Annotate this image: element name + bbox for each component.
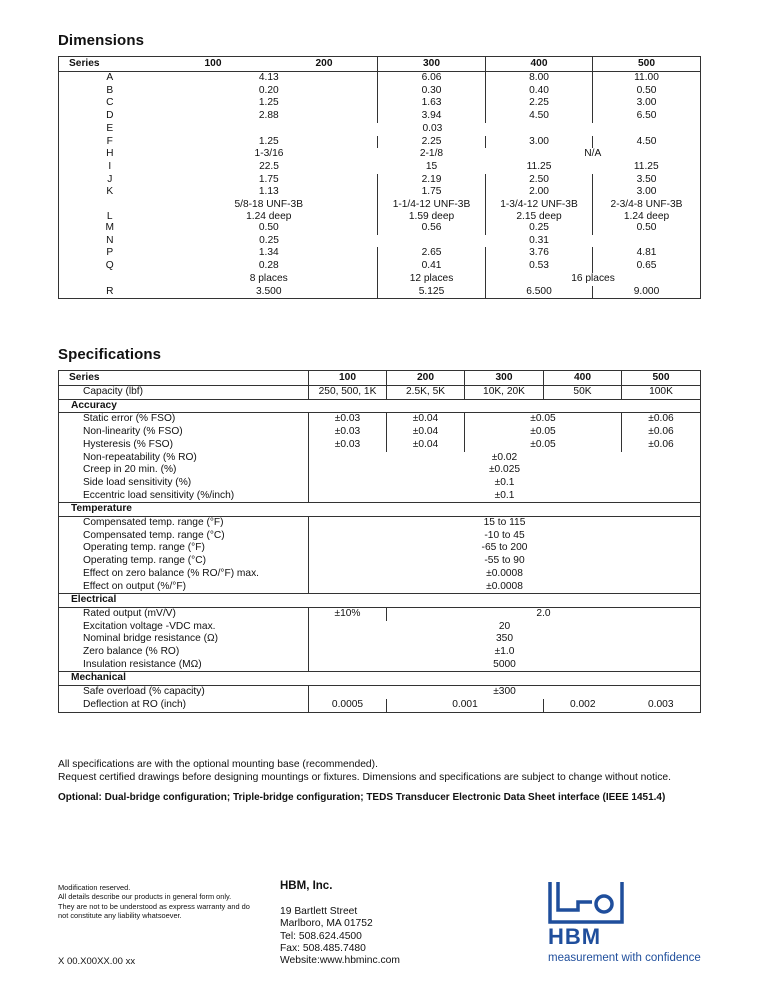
spec-row-hysteresis [59, 439, 701, 452]
dim-value: 2.88 [258, 110, 279, 122]
dim-value-l-500 [593, 199, 701, 222]
note-optional-config: Optional: Dual-bridge configuration; Triple-bridge configuration; TEDS Transducer Electronic Data Sheet interface (IEEE 1451.4) [58, 792, 666, 803]
dim-label [59, 273, 161, 286]
specifications-title: Specifications [58, 346, 162, 363]
dim-value: 0.50 [593, 222, 701, 235]
dim-label: K [106, 186, 114, 198]
dim-label: L [106, 210, 113, 222]
dim-value: 0.25 [486, 222, 593, 235]
spec-value: ±0.05 [465, 426, 622, 439]
disclaimer-line: Modification reserved. [58, 883, 131, 892]
section-temperature [59, 503, 701, 517]
spec-row-static-error [59, 413, 701, 426]
spec-label: Operating temp. range (°F) [83, 542, 205, 554]
section-electrical [59, 594, 701, 608]
dim-row-j [59, 174, 701, 187]
dim-value: 0.50 [593, 85, 701, 98]
series-500-header: 500 [593, 57, 701, 72]
dim-value: 2.25 [378, 136, 486, 149]
dim-value: 4.50 [593, 136, 701, 149]
dim-value: 0.20 [258, 84, 279, 96]
spec-value: ±0.0008 [309, 581, 701, 594]
dim-value: 6.50 [593, 110, 701, 123]
spec-value: ±0.025 [309, 464, 701, 477]
spec-row-side-load [59, 477, 701, 490]
dim-value: 0.30 [378, 85, 486, 98]
dim-value: 6.500 [486, 286, 593, 299]
spec-row-comp-f [59, 517, 701, 530]
spec-label: Non-linearity (% FSO) [83, 426, 183, 438]
spec-value: ±0.05 [465, 439, 622, 452]
dim-value-l-400 [486, 199, 593, 222]
dim-label: F [106, 135, 113, 147]
thread-depth: 1.24 deep [246, 210, 292, 222]
spec-value: ±0.03 [309, 413, 387, 426]
spec-value: 0.002 [544, 699, 622, 712]
dim-row-q [59, 260, 701, 273]
spec-value: ±0.06 [622, 413, 701, 426]
dimensions-header-row [59, 57, 701, 72]
dim-value: 12 places [378, 273, 486, 286]
fax: Fax: 508.485.7480 [280, 942, 366, 954]
dim-value: 1.25 [258, 135, 279, 147]
dim-label: P [106, 247, 114, 259]
dim-value: 3.00 [593, 186, 701, 199]
spec-row-creep [59, 464, 701, 477]
spec-label: Insulation resistance (MΩ) [83, 658, 202, 670]
dim-value: 2.19 [378, 174, 486, 187]
spec-row-output-effect [59, 581, 701, 594]
section-title: Mechanical [71, 672, 126, 684]
dim-row-d [59, 110, 701, 123]
dim-row-n [59, 235, 701, 248]
dim-value: 1.13 [258, 186, 279, 198]
dim-value: 8.00 [486, 72, 593, 85]
dim-value-empty [593, 235, 701, 248]
disclaimer-line: All details describe our products in general form only. [58, 892, 232, 902]
dim-value: 1.75 [378, 186, 486, 199]
spec-value: 20 [309, 621, 701, 634]
spec-row-op-c [59, 555, 701, 568]
address-street: 19 Bartlett Street [280, 906, 358, 917]
spec-value: 5000 [309, 659, 701, 672]
dim-value: 11.00 [593, 72, 701, 85]
dim-value [378, 123, 701, 136]
specifications-table [58, 370, 701, 713]
spec-label: Nominal bridge resistance (Ω) [83, 633, 219, 645]
spec-value: 10K, 20K [465, 386, 544, 400]
dim-row-r [59, 286, 701, 299]
spec-value: -55 to 90 [309, 555, 701, 568]
spec-value: ±0.1 [309, 477, 701, 490]
dim-row-h [59, 148, 701, 161]
spec-row-comp-c [59, 530, 701, 543]
dim-label: N [106, 234, 114, 246]
spec-label: Non-repeatability (% RO) [83, 451, 197, 463]
spec-value: 50K [544, 386, 622, 400]
dim-value: 3.94 [378, 110, 486, 123]
hbm-logo [546, 880, 706, 970]
dim-value: 4.81 [593, 247, 701, 260]
spec-value: -10 to 45 [309, 530, 701, 543]
dim-value: 8 places [249, 272, 288, 284]
dim-value-e: 0.03 [422, 122, 443, 134]
dim-label: B [106, 84, 114, 96]
dim-value: 4.50 [486, 110, 593, 123]
spec-row-op-f [59, 542, 701, 555]
dim-label: D [106, 110, 114, 122]
dim-value: 16 places [486, 273, 701, 286]
spec-label: Eccentric load sensitivity (%/inch) [83, 489, 235, 501]
dim-value: 1.25 [258, 97, 279, 109]
series-200-label: 200 [315, 58, 333, 69]
spec-value: ±0.06 [622, 439, 701, 452]
dim-value: 6.06 [378, 72, 486, 85]
tagline: measurement with confidence [548, 952, 701, 964]
spec-row-eccentric [59, 490, 701, 503]
dim-value: 2.25 [486, 97, 593, 110]
spec-value: 2.5K, 5K [387, 386, 465, 400]
series-header: Series [59, 371, 309, 386]
spec-value: 0.0005 [309, 699, 387, 712]
section-accuracy [59, 399, 701, 413]
dim-value: 0.41 [378, 260, 486, 273]
spec-value: ±0.04 [387, 439, 465, 452]
dim-row-k [59, 186, 701, 199]
dim-value: 3.50 [593, 174, 701, 187]
dimensions-table [58, 56, 701, 299]
spec-label: Deflection at RO (inch) [83, 698, 187, 710]
dim-label: E [106, 122, 114, 134]
disclaimer-line: not constitute any liability whatsoever. [58, 911, 182, 921]
dim-label: J [107, 173, 113, 185]
spec-row-capacity [59, 386, 701, 400]
dim-value: 1.34 [258, 247, 279, 259]
dim-label: I [108, 160, 112, 172]
dim-value: 0.40 [486, 85, 593, 98]
disclaimer [58, 883, 250, 921]
dim-value: 5.125 [378, 286, 486, 299]
dim-label: M [105, 222, 114, 234]
series-200-header: 200 [387, 371, 465, 386]
thread-spec: 2-3/4-8 UNF-3B [610, 199, 683, 211]
dim-value: 11.25 [633, 160, 659, 172]
spec-label: Safe overload (% capacity) [83, 686, 205, 698]
company-address [280, 906, 400, 967]
dim-value: 0.28 [258, 260, 279, 272]
series-100-200-header [161, 57, 378, 72]
dim-label: Q [105, 260, 114, 272]
dim-row-f [59, 136, 701, 149]
dim-value: 11.25 [526, 160, 552, 172]
spec-header-row [59, 371, 701, 386]
thread-depth: 2.15 deep [516, 210, 562, 222]
spec-value: ±300 [309, 686, 701, 699]
dim-row-c [59, 97, 701, 110]
thread-spec: 1-1/4-12 UNF-3B [392, 199, 471, 211]
dim-value: 3.00 [486, 136, 593, 149]
dim-value: 0.65 [593, 260, 701, 273]
dim-row-m [59, 222, 701, 235]
series-header: Series [59, 57, 161, 72]
dim-value: 2-1/8 [419, 148, 444, 160]
dim-value: 9.000 [593, 286, 701, 299]
dim-label: H [106, 148, 114, 160]
dim-value-l-100 [161, 199, 378, 222]
hbm-logo-mark-icon [548, 880, 624, 924]
dim-value-empty [161, 123, 378, 136]
spec-label: Rated output (mV/V) [83, 607, 176, 619]
dim-value: 2.65 [378, 247, 486, 260]
dim-value: 3.00 [593, 97, 701, 110]
thread-spec: 1-3/4-12 UNF-3B [500, 199, 578, 211]
note-certified-drawings: Request certified drawings before designing mountings or fixtures. Dimensions and specifications are subject to change without notice. [58, 772, 672, 783]
spec-value: ±0.03 [309, 439, 387, 452]
spec-value: ±0.06 [622, 426, 701, 439]
series-300-header: 300 [378, 57, 486, 72]
company-name: HBM, Inc. [280, 880, 333, 892]
spec-label: Compensated temp. range (°F) [83, 517, 224, 529]
spec-label: Compensated temp. range (°C) [83, 529, 225, 541]
spec-label: Capacity (lbf) [83, 386, 144, 397]
spec-row-rated-output [59, 607, 701, 620]
dim-row-places [59, 273, 701, 286]
section-title: Electrical [71, 594, 117, 606]
dim-row-e [59, 123, 701, 136]
spec-row-insulation [59, 659, 701, 672]
spec-label: Side load sensitivity (%) [83, 476, 192, 488]
spec-value: ±10% [309, 607, 387, 620]
spec-value: 0.003 [648, 698, 674, 710]
section-mechanical [59, 672, 701, 686]
dim-row-p [59, 247, 701, 260]
spec-label: Zero balance (% RO) [83, 646, 180, 658]
spec-label: Excitation voltage -VDC max. [83, 620, 216, 632]
series-100-label: 100 [204, 58, 222, 69]
section-title: Temperature [71, 503, 132, 515]
spec-row-bridge [59, 633, 701, 646]
thread-depth: 1.24 deep [623, 210, 670, 222]
dim-value: 15 [425, 160, 438, 172]
dim-value: 1-3/16 [254, 148, 284, 160]
spec-row-excitation [59, 621, 701, 634]
dim-value: 0.56 [378, 222, 486, 235]
spec-value: ±0.1 [309, 490, 701, 503]
thread-depth: 1.59 deep [408, 210, 455, 222]
series-300-header: 300 [465, 371, 544, 386]
website: Website:www.hbminc.com [280, 955, 400, 967]
dim-label: C [106, 97, 114, 109]
dimensions-title: Dimensions [58, 32, 145, 49]
spec-row-nonlinearity [59, 426, 701, 439]
spec-row-deflection [59, 699, 701, 712]
spec-value: ±0.04 [387, 413, 465, 426]
section-title: Accuracy [71, 399, 117, 411]
dim-value: 0.50 [258, 222, 279, 234]
dim-value: 0.25 [259, 234, 279, 246]
spec-row-zero-balance [59, 646, 701, 659]
dim-value: N/A [584, 148, 602, 160]
dim-value: 4.13 [258, 72, 279, 83]
dim-value-empty [378, 235, 486, 248]
dim-value-l-300 [378, 199, 486, 222]
dim-label: R [106, 285, 114, 297]
dim-row-a [59, 72, 701, 85]
spec-value: 15 to 115 [309, 517, 701, 530]
dim-value: 0.53 [486, 260, 593, 273]
spec-value: ±0.04 [387, 426, 465, 439]
spec-label: Static error (% FSO) [83, 413, 176, 425]
phone: Tel: 508.624.4500 [280, 930, 362, 942]
spec-row-zero-effect [59, 568, 701, 581]
spec-value: ±0.0008 [309, 568, 701, 581]
dim-label: A [106, 72, 114, 83]
spec-value: 2.0 [387, 607, 701, 620]
spec-value: ±1.0 [309, 646, 701, 659]
series-100-header: 100 [309, 371, 387, 386]
spec-value: ±0.05 [465, 413, 622, 426]
spec-value: 0.001 [387, 699, 544, 712]
spec-value: 250, 500, 1K [309, 386, 387, 400]
dim-value: 1.63 [378, 97, 486, 110]
dim-value: 1.75 [258, 173, 279, 185]
spec-label: Effect on zero balance (% RO/°F) max. [83, 567, 260, 579]
dim-row-i [59, 161, 701, 174]
series-500-header: 500 [622, 371, 701, 386]
series-400-header: 400 [486, 57, 593, 72]
hbm-logo-text: HBM [548, 924, 602, 949]
spec-label: Operating temp. range (°C) [83, 555, 206, 567]
spec-label: Hysteresis (% FSO) [83, 438, 173, 450]
series-400-header: 400 [544, 371, 622, 386]
document-code: X 00.X00XX.00 xx [58, 956, 136, 967]
dim-row-l [59, 199, 701, 222]
disclaimer-line: They are not to be understood as express warranty and do [58, 901, 250, 911]
spec-value: 100K [622, 386, 701, 400]
dim-value: 2.00 [486, 186, 593, 199]
spec-value: ±0.03 [309, 426, 387, 439]
spec-value: -65 to 200 [309, 542, 701, 555]
dim-row-b [59, 85, 701, 98]
dim-value: 0.31 [529, 234, 549, 246]
dim-value: 3.76 [486, 247, 593, 260]
dim-value: 22.5 [259, 160, 279, 172]
spec-label: Effect on output (%/°F) [83, 580, 186, 592]
spec-label: Creep in 20 min. (%) [83, 464, 177, 476]
note-mounting-base: All specifications are with the optional mounting base (recommended). [58, 759, 378, 770]
spec-row-nonrepeatability [59, 452, 701, 465]
spec-value: ±0.02 [309, 452, 701, 465]
spec-value: 350 [309, 633, 701, 646]
thread-spec: 5/8-18 UNF-3B [234, 199, 303, 211]
dim-value: 2.50 [486, 174, 593, 187]
dim-value: 3.500 [256, 285, 282, 297]
spec-row-overload [59, 686, 701, 699]
address-city: Marlboro, MA 01752 [280, 918, 373, 930]
